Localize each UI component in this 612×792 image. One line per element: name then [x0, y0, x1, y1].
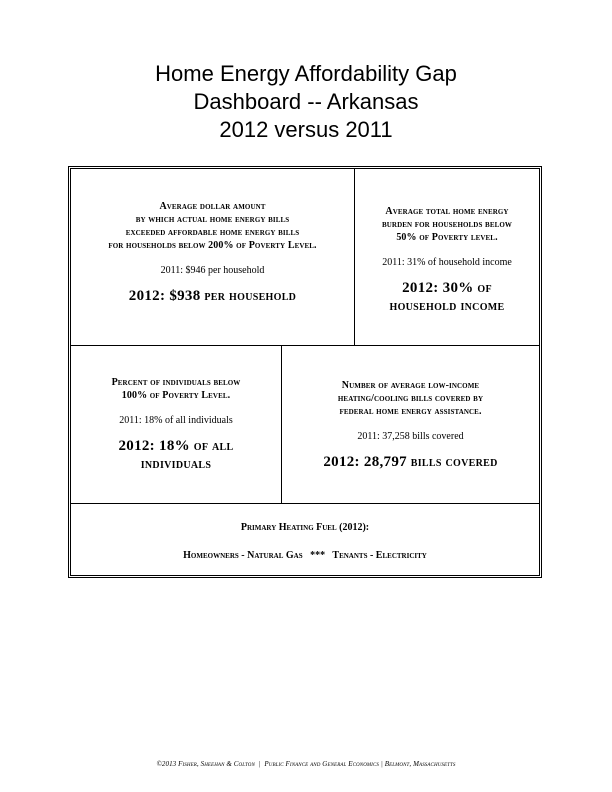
poverty-cell [71, 346, 281, 503]
poverty-current-line-1 [71, 437, 281, 456]
gap-heading [71, 200, 354, 252]
bills-heading-line: federal home energy assistance. [339, 406, 482, 417]
burden-current-line-1 [355, 279, 539, 298]
poverty-current-line-2: individuals [140, 457, 212, 472]
bills-heading-line: Number of average low-income [341, 380, 480, 391]
fuel-heading: Primary Heating Fuel (2012): [240, 522, 370, 533]
bills-cell [282, 346, 539, 503]
page-title-line-3: 2012 versus 2011 [219, 117, 393, 142]
burden-heading [355, 205, 539, 244]
gap-heading-line: exceeded affordable home energy bills [125, 227, 300, 238]
poverty-prior-value: 2011: 18% of all individuals [119, 415, 233, 426]
gap-heading-line: Average dollar amount [159, 201, 266, 212]
bills-heading-line: heating/cooling bills covered by [337, 393, 484, 404]
poverty-current-number: 2012: 18% [118, 438, 190, 454]
poverty-current-value [71, 437, 281, 474]
gap-prior-value: 2011: $946 per household [160, 265, 265, 276]
page-title-line-1: Home Energy Affordability Gap [155, 61, 457, 86]
burden-cell [355, 169, 539, 345]
burden-current-line-2: household income [389, 299, 505, 314]
gap-heading-line: for households below 200% of Poverty Level. [108, 240, 317, 251]
gap-current-value [71, 287, 354, 306]
poverty-heading [71, 376, 281, 402]
fuel-cell [71, 504, 539, 575]
page-title-line-2: Dashboard -- Arkansas [193, 89, 419, 114]
burden-heading-line: Average total home energy [385, 206, 509, 217]
bills-heading [282, 379, 539, 418]
burden-heading-line: 50% of Poverty level. [396, 232, 498, 243]
poverty-current-suffix: of all [193, 439, 234, 454]
gap-heading-line: by which actual home energy bills [135, 214, 290, 225]
bills-prior-value: 2011: 37,258 bills covered [357, 431, 464, 442]
burden-heading-line: burden for households below [382, 219, 512, 230]
poverty-heading-line: Percent of individuals below [111, 377, 241, 388]
gap-current-number: 2012: $938 [128, 288, 201, 304]
dashboard-frame [68, 166, 542, 578]
burden-current-value [355, 279, 539, 316]
bills-current-value [282, 453, 539, 472]
burden-current-number: 2012: 30% [402, 280, 474, 296]
bills-current-number: 2012: 28,797 [323, 454, 407, 470]
footer-credit: ©2013 Fisher, Sheehan & Colton | Public Finance and General Economics | Belmont, Massachusetts [156, 760, 456, 768]
burden-current-suffix: of [477, 281, 492, 296]
burden-prior-value: 2011: 31% of household income [382, 257, 512, 268]
poverty-heading-line: 100% of Poverty Level. [121, 390, 231, 401]
gap-cell [71, 169, 354, 345]
bills-current-suffix: bills covered [410, 455, 498, 470]
fuel-detail: Homeowners - Natural Gas *** Tenants - Electricity [183, 550, 427, 561]
gap-current-suffix: per household [204, 289, 297, 304]
